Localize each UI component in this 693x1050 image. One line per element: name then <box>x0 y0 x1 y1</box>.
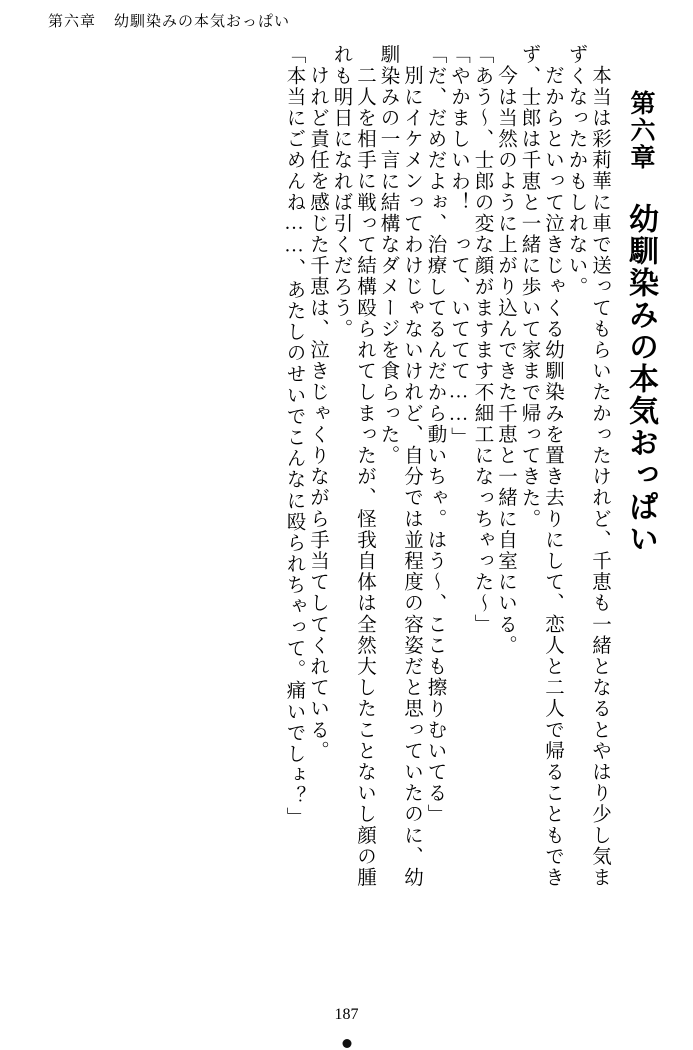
text-column: 馴染みの一言に結構なダメージを食らった。 <box>377 44 399 466</box>
text-column: 「だ、だめだよぉ、治療してるんだから動いちゃ。はう～、ここも擦りむいてる」 <box>424 44 446 825</box>
text-column: だからといって泣きじゃくる幼馴染みを置き去りにして、恋人と二人で帰ることもでき <box>542 65 563 888</box>
vertical-text-body <box>38 44 659 984</box>
running-header-chapter-number: 第六章 <box>48 14 97 30</box>
text-column: ず、士郎は千恵と一緒に歩いて家まで帰ってきた。 <box>518 44 540 530</box>
text-column: 今は当然のように上がり込んできた千恵と一緒に自室にいる。 <box>495 65 516 656</box>
running-header <box>48 10 290 31</box>
text-column: 本当は彩莉華に車で送ってもらいたかったけれど、千恵も一緒となるとやはり少し気ま <box>589 65 610 888</box>
text-column: ずくなったかもしれない。 <box>565 44 587 298</box>
text-column: れも明日になれば引くだろう。 <box>330 44 352 340</box>
text-column: 「やかましいわ！ って、いててて……」 <box>448 44 469 448</box>
text-column: 二人を相手に戦って結構殴られてしまったが、怪我自体は全然大したことないし顔の腫 <box>354 65 375 888</box>
running-header-chapter-title: 幼馴染みの本気おっぱい <box>114 14 291 30</box>
spine-mark-icon <box>342 1039 351 1048</box>
text-column: 「あう～、士郎の変な顔がますます不細工になっちゃった～」 <box>471 44 493 635</box>
page-number: 187 <box>334 1006 359 1023</box>
chapter-heading <box>625 44 655 650</box>
chapter-heading-label: 第六章 <box>627 90 654 171</box>
text-column: 「本当にごめんね……、あたしのせいでこんなに殴られちゃって。痛いでしょ？」 <box>283 44 305 828</box>
text-column: けれど責任を感じた千恵は、泣きじゃくりながら手当てしてくれている。 <box>307 65 328 762</box>
text-column: 別にイケメンってわけじゃないけれど、自分では並程度の容姿だと思っていたのに、幼 <box>401 65 422 888</box>
chapter-heading-title: 幼馴染みの本気おっぱい <box>624 203 657 555</box>
